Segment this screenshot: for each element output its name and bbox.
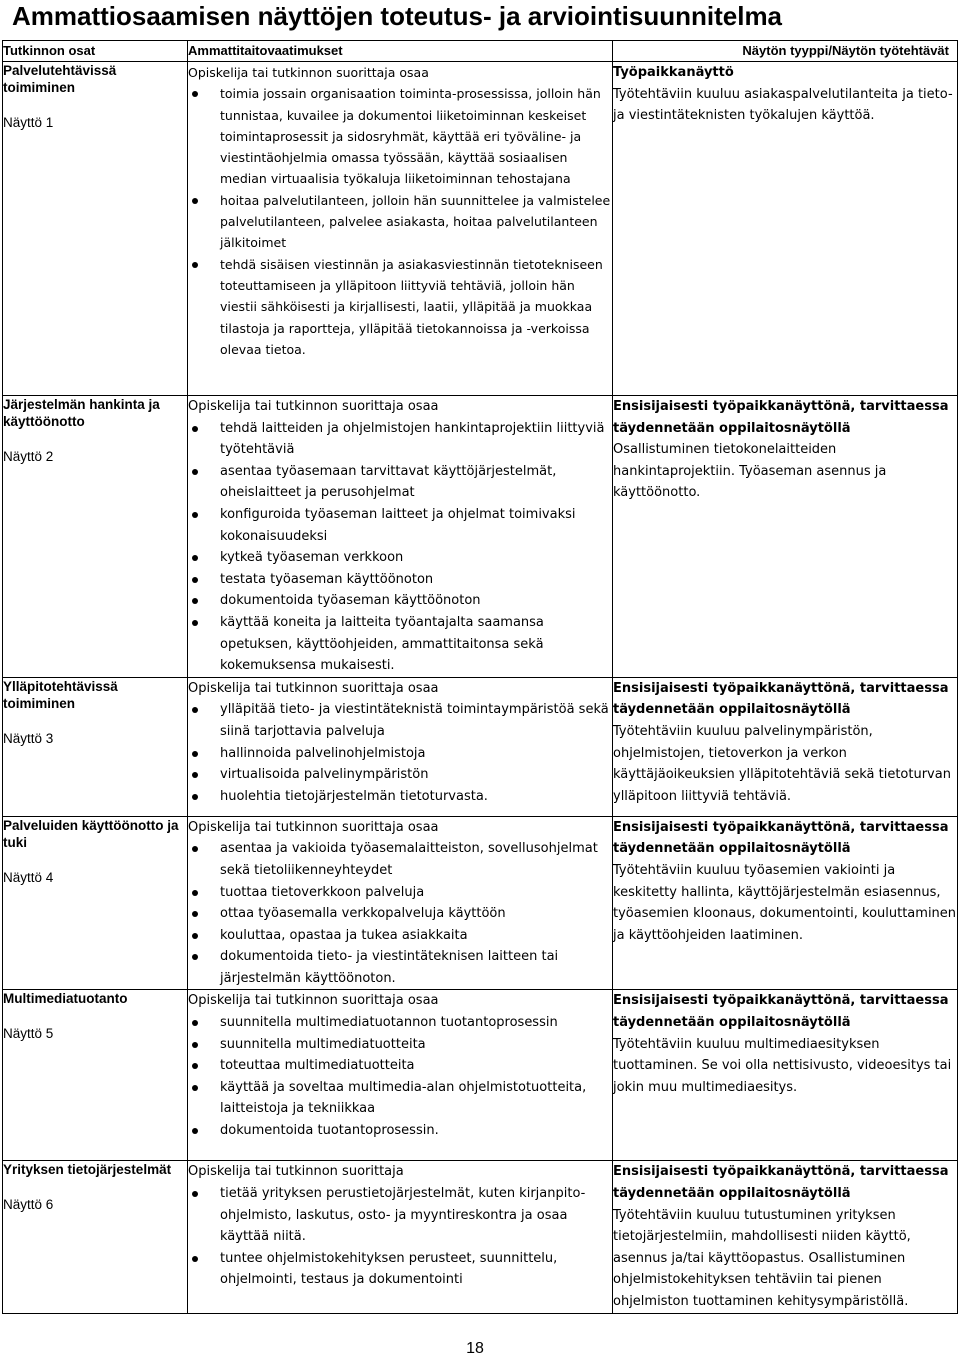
part-name: Ylläpitotehtävissä toimiminen (3, 678, 118, 711)
nayte-label: Näyttö 2 (3, 449, 54, 464)
list-item: huolehtia tietojärjestelmän tietoturvasta. (188, 786, 612, 808)
list-item: testata työaseman käyttöönoton (188, 569, 612, 591)
list-item: asentaa ja vakioida työasemalaitteiston, sovellusohjelmat sekä tietoliikenneyhteydet (188, 838, 612, 881)
nayte-label: Näyttö 6 (3, 1197, 54, 1213)
requirements-intro: Opiskelija tai tutkinnon suorittaja osaa (188, 399, 439, 414)
list-item: kytkeä työaseman verkkoon (188, 547, 612, 569)
header-ammattitaitovaatimukset: Ammattitaitovaatimukset (188, 41, 613, 62)
part-cell (3, 62, 188, 396)
requirements-cell (188, 677, 613, 816)
list-item: dokumentoida tieto- ja viestintäteknisen laitteen tai järjestelmän käyttöönoton. (188, 946, 612, 989)
part-name: Yrityksen tietojärjestelmät (3, 1162, 172, 1178)
assessment-plan-table (2, 40, 958, 1314)
demo-type-cell (613, 677, 958, 816)
table-row (3, 62, 958, 396)
demo-type-description: Työtehtäviin kuuluu asiakaspalvelutilanteita ja tieto- ja viestintäteknisten työkalujen käyttöä. (613, 86, 953, 124)
nayte-label: Näyttö 4 (3, 869, 54, 885)
list-item: hoitaa palvelutilanteen, jolloin hän suunnittelee ja valmistelee palvelutilanteen, palvelee asiakasta, hoitaa palvelutilanteen jälkitoimet (188, 190, 612, 254)
requirements-intro: Opiskelija tai tutkinnon suorittaja osaa (188, 65, 429, 80)
demo-type-cell (613, 62, 958, 396)
header-tutkinnon-osat: Tutkinnon osat (3, 41, 188, 62)
list-item: hallinnoida palvelinohjelmistoja (188, 743, 612, 765)
list-item: tuottaa tietoverkkoon palveluja (188, 882, 612, 904)
list-item: suunnitella multimediatuotannon tuotantoprosessin (188, 1012, 612, 1034)
nayte-label: Näyttö 1 (3, 115, 54, 130)
requirements-list (188, 1183, 612, 1291)
requirements-cell (188, 396, 613, 678)
part-cell (3, 816, 188, 990)
demo-type-heading: Ensisijaisesti työpaikkanäyttönä, tarvittaessa täydennetään oppilaitosnäytöllä (613, 680, 949, 718)
list-item: kouluttaa, opastaa ja tukea asiakkaita (188, 925, 612, 947)
requirements-cell (188, 1161, 613, 1313)
demo-type-description: Työtehtäviin kuuluu multimediaesityksen tuottaminen. Se voi olla nettisivusto, videoesitys tai jokin muu multimediaesitys. (613, 1036, 952, 1095)
demo-type-heading: Ensisijaisesti työpaikkanäyttönä, tarvittaessa täydennetään oppilaitosnäytöllä (613, 993, 949, 1031)
list-item: ottaa työasemalla verkkopalveluja käyttöön (188, 903, 612, 925)
requirements-cell (188, 816, 613, 990)
part-name: Järjestelmän hankinta ja käyttöönotto (3, 397, 160, 429)
list-item: tehdä laitteiden ja ohjelmistojen hankintaprojektiin liittyviä työtehtäviä (188, 418, 612, 461)
table-row (3, 396, 958, 678)
part-cell (3, 396, 188, 678)
list-item: toteuttaa multimediatuotteita (188, 1055, 612, 1077)
requirements-list (188, 1012, 612, 1142)
list-item: tietää yrityksen perustietojärjestelmät, kuten kirjanpito-ohjelmisto, laskutus, osto- ja myyntireskontra ja osaa käyttää niitä. (188, 1183, 612, 1248)
list-item: tehdä sisäisen viestinnän ja asiakasviestinnän tietotekniseen toteuttamiseen ja ylläpitoon liittyviä tehtäviä, jolloin hän viestii sähköisesti ja kirjallisesti, laatii, ylläpitää ja muokkaa tilastoja ja raportteja, ylläpitää tietokannoissa ja -verkoissa olevaa tietoa. (188, 254, 612, 360)
table-row (3, 677, 958, 816)
document-title: Ammattiosaamisen näyttöjen toteutus- ja arviointisuunnitelma (12, 1, 783, 31)
part-name: Palveluiden käyttöönotto ja tuki (3, 817, 179, 850)
table-row (3, 990, 958, 1161)
list-item: virtualisoida palvelinympäristön (188, 764, 612, 786)
list-item: käyttää koneita ja laitteita työantajalta saamansa opetuksen, käyttöohjeiden, ammattitaitonsa sekä kokemuksensa mukaisesti. (188, 612, 612, 677)
table-row (3, 816, 958, 990)
part-cell (3, 677, 188, 816)
requirements-list (188, 83, 612, 360)
requirements-intro: Opiskelija tai tutkinnon suorittaja osaa (188, 819, 439, 835)
demo-type-description: Osallistuminen tietokonelaitteiden hankintaprojektiin. Työaseman asennus ja käyttöönotto. (613, 442, 887, 501)
part-name: Palvelutehtävissä toimiminen (3, 63, 117, 95)
demo-type-cell (613, 990, 958, 1161)
requirements-list (188, 699, 612, 807)
part-name: Multimediatuotanto (3, 991, 128, 1007)
requirements-intro: Opiskelija tai tutkinnon suorittaja osaa (188, 680, 439, 696)
table-header-row (3, 41, 958, 62)
list-item: dokumentoida työaseman käyttöönoton (188, 590, 612, 612)
part-cell (3, 1161, 188, 1313)
list-item: dokumentoida tuotantoprosessin. (188, 1120, 612, 1142)
header-nayton-tyyppi: Näytön tyyppi/Näytön työtehtävät (613, 41, 958, 62)
demo-type-description: Työtehtäviin kuuluu työasemien vakiointi ja keskitetty hallinta, käyttöjärjestelmän esiasennus, työasemien kloonaus, dokumentointi, kouluttaminen ja käyttöohjeiden laatiminen. (613, 862, 957, 943)
demo-type-heading: Ensisijaisesti työpaikkanäyttönä, tarvittaessa täydennetään oppilaitosnäytöllä (613, 819, 949, 857)
demo-type-cell (613, 1161, 958, 1313)
list-item: tuntee ohjelmistokehityksen perusteet, suunnittelu, ohjelmointi, testaus ja dokumentointi (188, 1248, 612, 1291)
requirements-intro: Opiskelija tai tutkinnon suorittaja (188, 1164, 404, 1180)
demo-type-heading: Ensisijaisesti työpaikkanäyttönä, tarvittaessa täydennetään oppilaitosnäytöllä (613, 399, 949, 436)
requirements-list (188, 838, 612, 989)
list-item: käyttää ja soveltaa multimedia-alan ohjelmistotuotteita, laitteistoja ja tekniikkaa (188, 1077, 612, 1120)
table-row (3, 1161, 958, 1313)
nayte-label: Näyttö 3 (3, 730, 54, 746)
requirements-list (188, 418, 612, 677)
requirements-cell (188, 990, 613, 1161)
list-item: asentaa työasemaan tarvittavat käyttöjärjestelmät, oheislaitteet ja perusohjelmat (188, 461, 612, 504)
demo-type-cell (613, 816, 958, 990)
nayte-label: Näyttö 5 (3, 1026, 54, 1042)
demo-type-description: Työtehtäviin kuuluu palvelinympäristön, ohjelmistojen, tietoverkon ja verkon käyttäjäoikeuksien ylläpitotehtäviä sekä tietoturvan ylläpitoon liittyviä tehtäviä. (613, 723, 951, 804)
list-item: toimia jossain organisaation toiminta-prosessissa, jolloin hän tunnistaa, kuvailee ja dokumentoi liiketoiminnan keskeiset toimintaprosessit ja sidosryhmät, käyttää eri työväline- ja viestintäohjelmia omassa työssään, käyttää sosiaalisen median virtuaalisia työkaluja liiketoiminnan tehostajana (188, 83, 612, 189)
demo-type-heading: Työpaikkanäyttö (613, 65, 734, 80)
page-number: 18 (466, 1340, 484, 1357)
list-item: konfiguroida työaseman laitteet ja ohjelmat toimivaksi kokonaisuudeksi (188, 504, 612, 547)
demo-type-cell (613, 396, 958, 678)
list-item: suunnitella multimediatuotteita (188, 1034, 612, 1056)
requirements-intro: Opiskelija tai tutkinnon suorittaja osaa (188, 993, 439, 1009)
list-item: ylläpitää tieto- ja viestintäteknistä toimintaympäristöä sekä siinä tarjottavia palveluja (188, 699, 612, 742)
demo-type-description: Työtehtäviin kuuluu tutustuminen yrityksen tietojärjestelmiin, mahdollisesti niiden käyttö, asennus ja/tai käyttöopastus. Osallistuminen ohjelmistokehityksen tehtäviin tai pienen ohjelmiston tuottaminen kehitysympäristöllä. (613, 1207, 911, 1310)
part-cell (3, 990, 188, 1161)
requirements-cell (188, 62, 613, 396)
demo-type-heading: Ensisijaisesti työpaikkanäyttönä, tarvittaessa täydennetään oppilaitosnäytöllä (613, 1164, 949, 1202)
